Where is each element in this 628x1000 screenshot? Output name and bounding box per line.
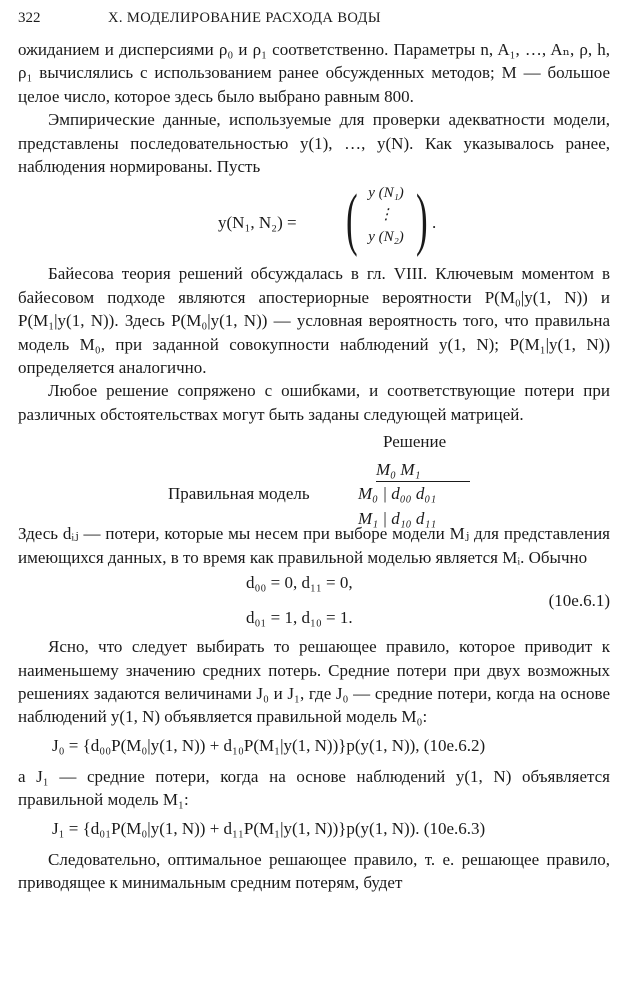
eq-10e63-formula: J₁ = {d₀₁P(M₀|y(1, N)) + d₁₁P(M₁|y(1, N))}p(y(1, N)). (10е.6.3) [52, 818, 486, 838]
observation-vector-equation [18, 182, 610, 262]
eq-10e61-line2: d₀₁ = 1, d₁₀ = 1. [246, 608, 353, 628]
book-page [18, 8, 610, 894]
page-number: 322 [18, 10, 41, 26]
paragraph-j1: а J₁ — средние потери, когда на основе наблюдений y(1, N) объявляется правильной модель M₁: [18, 766, 610, 810]
paragraph-bayes: Байесова теория решений обсуждалась в гл. VIII. Ключевым моментом в байесовом подходе являются апостериорные вероятности P(M₀|y(1, N)) и P(M₁|y(1, N)). Здесь P(M₀|y(1, N)) — условная вероятность того, что правильна модель M₀, при заданной совокупности наблюдений y(1, N); P(M₁|y(1, N)) определяется аналогично. [18, 264, 610, 378]
paragraph-optimal-rule: Следовательно, оптимальное решающее правило, т. е. решающее правило, приводящее к минимальным средним потерям, будет [18, 849, 610, 892]
equation-10e61 [18, 573, 610, 635]
paragraph-losses: Любое решение сопряжено с ошибками, и соответствующие потери при различных обстоятельствах могут быть заданы следующей матрицей. [18, 381, 610, 424]
paragraph-empirical-data: Эмпирические данные, используемые для проверки адекватности модели, представлены последовательностью y(1), …, y(N). Как указывалось ранее, наблюдения нормированы. Пусть [18, 110, 610, 177]
matrix-row-2: M₁ | d₁₀ d₁₁ [358, 509, 437, 529]
chapter-title: X. МОДЕЛИРОВАНИЕ РАСХОДА ВОДЫ [108, 10, 381, 26]
vector-period: . [432, 213, 437, 233]
loss-matrix [18, 432, 610, 529]
paragraph-decision-rule: Ясно, что следует выбирать то решающее правило, которое приводит к наименьшему значению средних потерь. Средние потери при двух возможных решениях задаются величинами J₀ и J₁, где J₀ — средние потери, когда на основе наблюдений y(1, N) объявляется правильной модель M₀: [18, 637, 610, 727]
matrix-top-rule [376, 481, 470, 482]
matrix-row-label: Правильная модель [168, 484, 310, 504]
eq-10e61-tag: (10е.6.1) [548, 591, 610, 611]
solution-label: Решение [383, 432, 447, 452]
eq-10e62-formula: J₀ = {d₀₀P(M₀|y(1, N)) + d₁₀P(M₁|y(1, N))}p(y(1, N)), (10е.6.2) [52, 735, 486, 755]
vector-top: y (N₁) [368, 185, 404, 202]
paragraph-dij: Здесь dᵢⱼ — потери, которые мы несем при выборе модели Mⱼ для представления имеющихся данных, в то время как правильной моделью является Mᵢ. Обычно [18, 524, 610, 567]
matrix-row-1: M₀ | d₀₀ d₀₁ [358, 484, 437, 504]
vector-lhs: y(N₁, N₂) = [218, 213, 297, 233]
equation-10e63 [18, 812, 610, 848]
matrix-column-header: M₀ M₁ [376, 460, 421, 480]
left-paren: ( [346, 181, 358, 259]
running-header [18, 8, 610, 38]
vector-column [356, 182, 416, 248]
right-paren: ) [416, 181, 428, 259]
paragraph-parameters: ожиданием и дисперсиями ρ₀ и ρ₁ соответственно. Параметры n, A₁, …, Aₙ, ρ, h, ρ₁ вычислялись с использованием ранее обсужденных методов; M — большое целое число, которое здесь было выбрано равным 800. [18, 40, 610, 106]
vector-dots: ⋮ [378, 207, 394, 224]
eq-10e61-line1: d₀₀ = 0, d₁₁ = 0, [246, 573, 353, 593]
vector-bottom: y (N₂) [368, 229, 404, 246]
equation-10e62 [18, 729, 610, 765]
